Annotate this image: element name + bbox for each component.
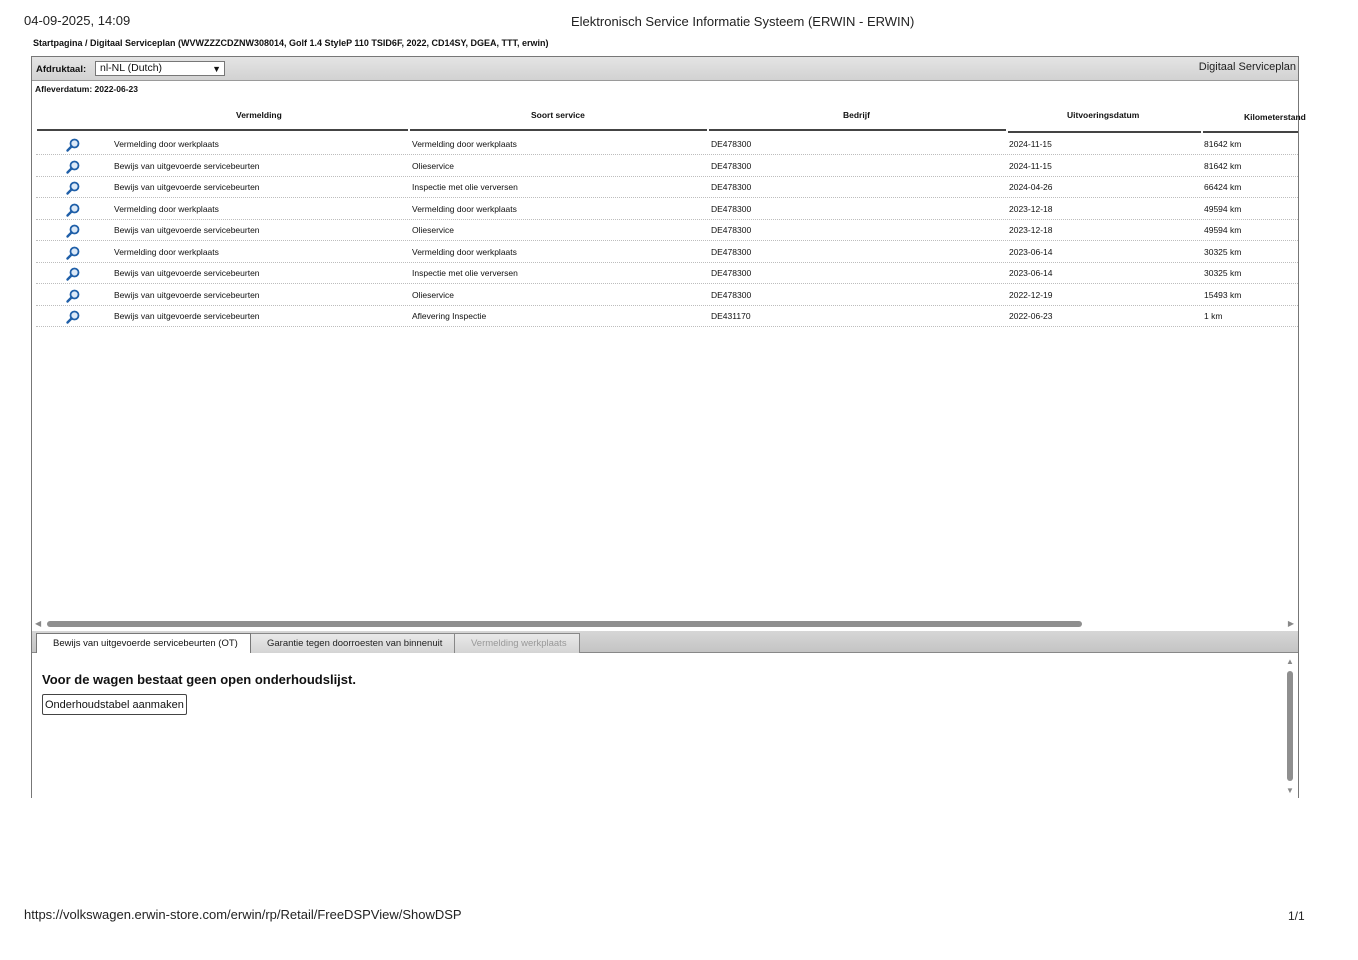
table-row [36, 306, 1298, 327]
cell-mileage: 15493 km [1204, 289, 1242, 300]
print-page-number: 1/1 [1288, 909, 1305, 923]
scrollbar-thumb[interactable] [1287, 671, 1293, 781]
scroll-left-icon[interactable]: ◀ [35, 619, 42, 628]
cell-date: 2024-04-26 [1009, 182, 1053, 192]
column-header-entry[interactable]: Vermelding [236, 110, 282, 120]
toolbar [32, 57, 1298, 81]
cell-service-type: Vermelding door werkplaats [412, 139, 517, 149]
table-row [36, 220, 1298, 241]
cell-service-type: Aflevering Inspectie [412, 311, 487, 321]
print-datetime: 04-09-2025, 14:09 [24, 13, 131, 28]
magnifier-icon[interactable] [66, 160, 80, 174]
cell-entry: Bewijs van uitgevoerde servicebeurten [114, 311, 260, 321]
language-select-value: nl-NL (Dutch) [100, 62, 163, 74]
cell-date: 2023-06-14 [1009, 268, 1053, 278]
cell-company: DE478300 [711, 182, 752, 192]
magnifier-icon[interactable] [66, 246, 80, 260]
cell-entry: Bewijs van uitgevoerde servicebeurten [114, 268, 260, 278]
header-underline [1008, 131, 1201, 133]
cell-date: 2022-06-23 [1009, 311, 1053, 321]
print-title: Elektronisch Service Informatie Systeem (ERWIN - ERWIN) [571, 14, 915, 29]
cell-service-type: Olieservice [412, 225, 455, 235]
cell-date: 2022-12-19 [1009, 289, 1053, 300]
chevron-down-icon: ▼ [212, 64, 221, 74]
frame-title: Digitaal Serviceplan [1198, 61, 1296, 73]
maintenance-message: Voor de wagen bestaat geen open onderhoudslijst. [42, 672, 356, 687]
cell-company: DE478300 [711, 268, 752, 278]
cell-service-type: Olieservice [412, 160, 455, 171]
table-row [36, 263, 1298, 284]
tab-service-evidence[interactable]: Bewijs van uitgevoerde servicebeurten (OT) [36, 633, 251, 653]
cell-service-type: Inspectie met olie verversen [412, 268, 518, 278]
cell-service-type: Olieservice [412, 289, 455, 300]
header-underline [709, 129, 1006, 131]
header-underline [1203, 131, 1298, 133]
magnifier-icon[interactable] [66, 267, 80, 281]
table-row [36, 177, 1298, 198]
table-row [36, 242, 1298, 263]
cell-company: DE478300 [711, 139, 752, 149]
magnifier-icon[interactable] [66, 289, 80, 303]
vertical-scrollbar[interactable] [1285, 657, 1295, 795]
magnifier-icon[interactable] [66, 181, 80, 195]
language-label: Afdruktaal: [36, 64, 87, 75]
cell-mileage: 81642 km [1204, 139, 1242, 149]
column-header-service[interactable]: Soort service [531, 110, 585, 120]
magnifier-icon[interactable] [66, 203, 80, 217]
table-row [36, 156, 1298, 177]
cell-date: 2023-12-18 [1009, 225, 1053, 235]
cell-company: DE478300 [711, 246, 752, 257]
cell-date: 2024-11-15 [1009, 160, 1052, 171]
cell-date: 2023-12-18 [1009, 203, 1053, 214]
cell-mileage: 66424 km [1204, 182, 1242, 192]
service-plan-frame [31, 56, 1306, 798]
column-header-date[interactable]: Uitvoeringsdatum [1067, 110, 1140, 120]
horizontal-scrollbar[interactable] [34, 618, 1296, 630]
breadcrumb: Startpagina / Digitaal Serviceplan (WVWZZZCDZNW308014, Golf 1.4 StyleP 110 TSID6F, 2022, CD14SY, DGEA, TTT, erwin) [33, 38, 549, 48]
cell-mileage: 1 km [1204, 311, 1223, 321]
cell-mileage: 30325 km [1204, 246, 1242, 257]
cell-service-type: Vermelding door werkplaats [412, 246, 517, 257]
column-header-mileage[interactable]: Kilometerstand [1244, 112, 1306, 122]
language-select[interactable] [95, 61, 225, 76]
cell-mileage: 49594 km [1204, 225, 1242, 235]
create-maintenance-table-button[interactable]: Onderhoudstabel aanmaken [42, 694, 187, 715]
table-row [36, 285, 1298, 306]
cell-entry: Bewijs van uitgevoerde servicebeurten [114, 225, 260, 235]
cell-service-type: Inspectie met olie verversen [412, 182, 518, 192]
tab-panel [32, 654, 1298, 798]
cell-mileage: 81642 km [1204, 160, 1242, 171]
cell-company: DE478300 [711, 289, 752, 300]
header-underline [410, 129, 707, 131]
scroll-down-icon[interactable]: ▼ [1286, 786, 1294, 795]
magnifier-icon[interactable] [66, 310, 80, 324]
cell-entry: Bewijs van uitgevoerde servicebeurten [114, 160, 260, 171]
cell-entry: Vermelding door werkplaats [114, 203, 219, 214]
cell-date: 2023-06-14 [1009, 246, 1053, 257]
table-row [36, 134, 1298, 155]
cell-date: 2024-11-15 [1009, 139, 1052, 149]
cell-company: DE478300 [711, 203, 752, 214]
cell-company: DE478300 [711, 225, 752, 235]
cell-mileage: 30325 km [1204, 268, 1242, 278]
scroll-up-icon[interactable]: ▲ [1286, 657, 1294, 666]
scroll-right-icon[interactable]: ▶ [1287, 619, 1294, 628]
cell-entry: Bewijs van uitgevoerde servicebeurten [114, 289, 260, 300]
scrollbar-thumb[interactable] [47, 621, 1082, 627]
table-row [36, 199, 1298, 220]
magnifier-icon[interactable] [66, 138, 80, 152]
delivery-date: Afleverdatum: 2022-06-23 [35, 84, 138, 94]
magnifier-icon[interactable] [66, 224, 80, 238]
cell-company: DE431170 [711, 311, 751, 321]
cell-mileage: 49594 km [1204, 203, 1242, 214]
cell-entry: Bewijs van uitgevoerde servicebeurten [114, 182, 260, 192]
cell-company: DE478300 [711, 160, 752, 171]
column-header-company[interactable]: Bedrijf [843, 110, 870, 120]
tab-workshop-notes[interactable]: Vermelding werkplaats [454, 633, 580, 653]
cell-entry: Vermelding door werkplaats [114, 139, 219, 149]
cell-service-type: Vermelding door werkplaats [412, 203, 517, 214]
header-underline [37, 129, 408, 131]
tab-rust-warranty[interactable]: Garantie tegen doorroesten van binnenuit [250, 633, 455, 653]
cell-entry: Vermelding door werkplaats [114, 246, 219, 257]
print-url: https://volkswagen.erwin-store.com/erwin/rp/Retail/FreeDSPView/ShowDSP [24, 907, 462, 922]
tab-bar [32, 631, 1298, 653]
